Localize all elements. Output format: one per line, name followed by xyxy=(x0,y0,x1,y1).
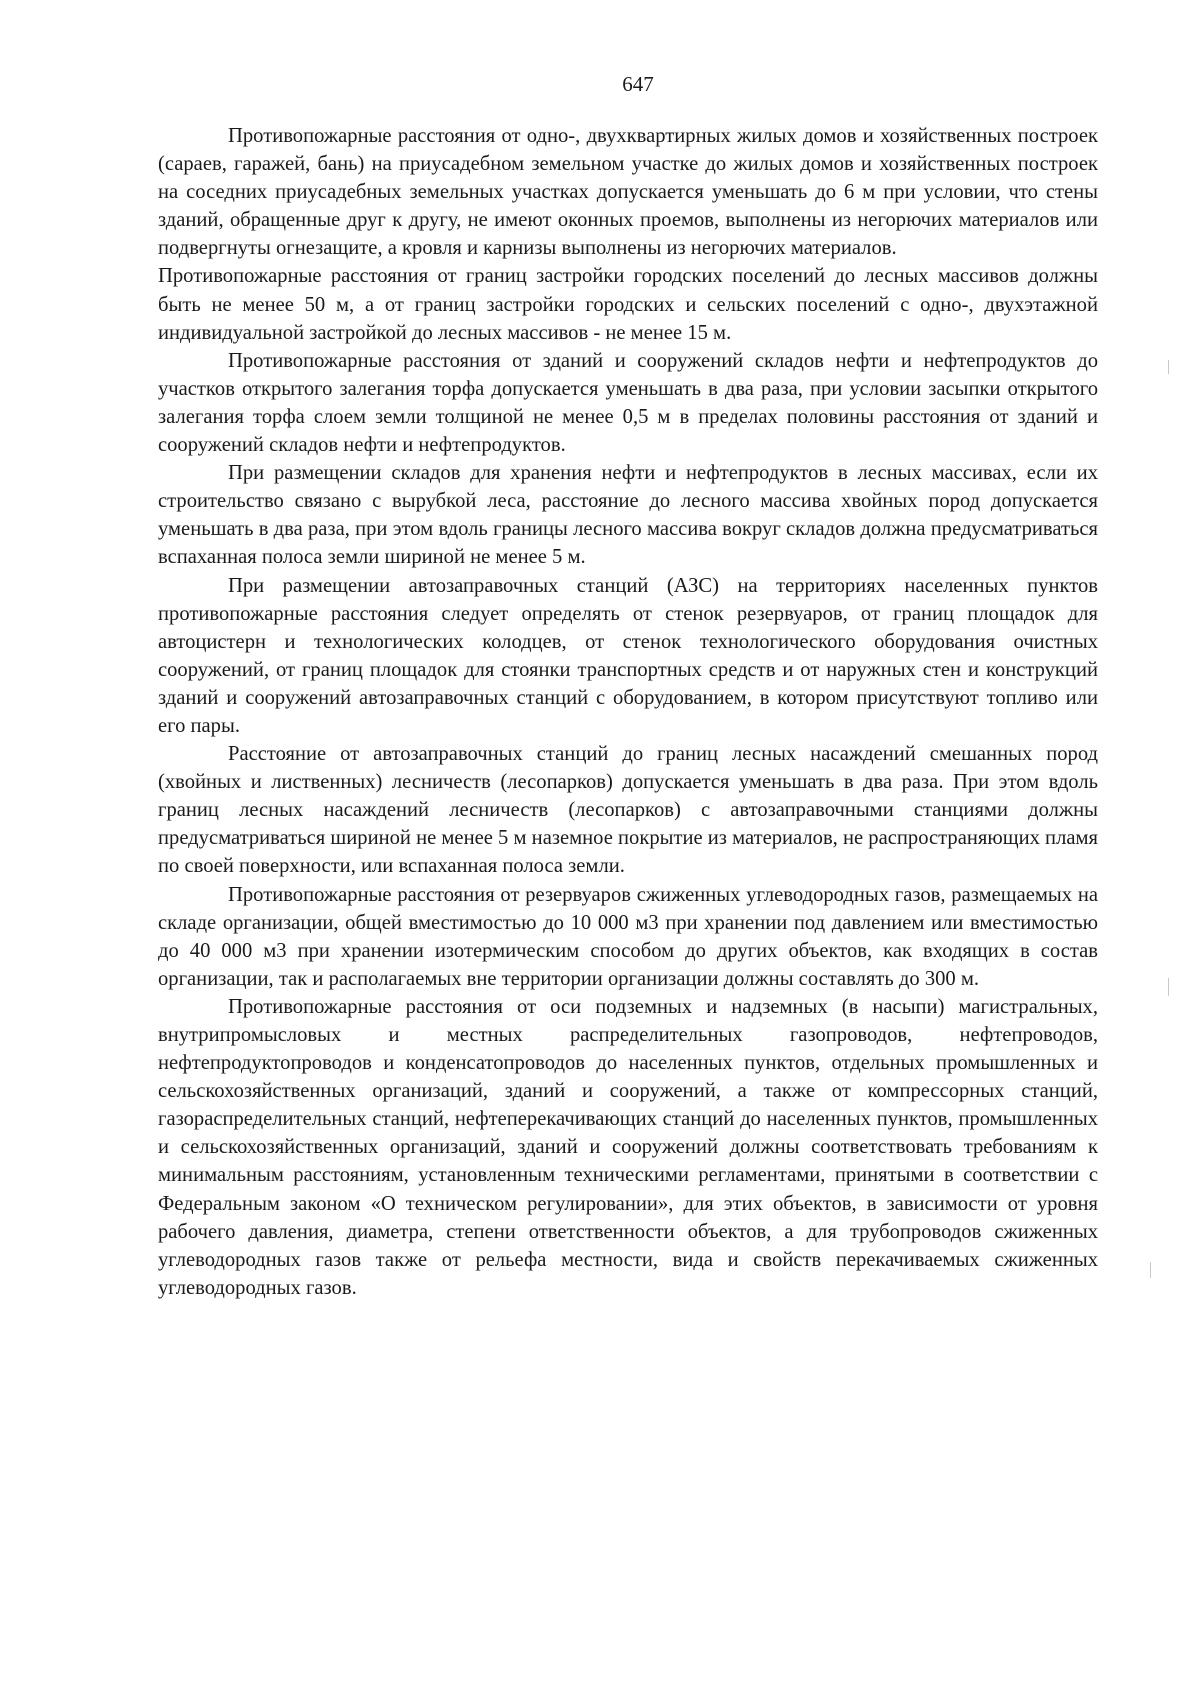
paragraph: Противопожарные расстояния от резервуаров сжиженных углеводородных газов, размещаемых на складе организации, общей вместимостью до 10 000 м3 при хранении под давлением или вместимостью до 40 000 м3 при хранении изотермическим способом до других объектов, как входящих в состав организации, так и располагаемых вне территории организации должны составлять до 300 м. xyxy=(158,883,1098,990)
paragraph: Противопожарные расстояния от границ застройки городских поселений до лесных массивов должны быть не менее 50 м, а от границ застройки городских и сельских поселений с одно-, двухэтажной индивидуальной застройкой до лесных массивов - не менее 15 м. xyxy=(158,265,1098,344)
paragraph: Противопожарные расстояния от зданий и сооружений складов нефти и нефтепродуктов до участков открытого залегания торфа допускается уменьшать в два раза, при условии засыпки открытого залегания торфа слоем земли толщиной не менее 0,5 м в пределах половины расстояния от зданий и сооружений складов нефти и нефтепродуктов. xyxy=(158,349,1098,457)
paragraph: Противопожарные расстояния от оси подземных и надземных (в насыпи) магистральных, внутрипромысловых и местных распределительных газопроводов, нефтепроводов, нефтепродуктопроводов и конденсатопроводов до населенных пунктов, отдельных промышленных и сельскохозяйственных организаций, зданий и сооружений, а также от компрессорных станций, газораспределительных станций, нефтеперекачивающих станций до населенных пунктов, промышленных и сельскохозяйственных организаций, зданий и сооружений должны соответствовать требованиям к минимальным расстояниям, установленным техническими регламентами, принятыми в соответствии с Федеральным законом «О техническом регулировании», для этих объектов, в зависимости от уровня рабочего давления, диаметра, степени ответственности объектов, а для трубопроводов сжиженных углеводородных газов также от рельефа местности, вида и свойств перекачиваемых сжиженных углеводородных газов. xyxy=(158,995,1098,1299)
paragraph: При размещении автозаправочных станций (АЗС) на территориях населенных пунктов противопожарные расстояния следует определять от стенок резервуаров, от границ площадок для автоцистерн и технологических колодцев, от стенок технологического оборудования очистных сооружений, от границ площадок для стоянки транспортных средств и от наружных стен и конструкций зданий и сооружений автозаправочных станций с оборудованием, в котором присутствуют топливо или его пары. xyxy=(158,574,1098,737)
scan-artifact xyxy=(1168,360,1169,374)
scan-artifact xyxy=(1150,1262,1151,1278)
page-number: 647 xyxy=(622,72,654,96)
document-body xyxy=(158,122,1098,1302)
scan-artifact xyxy=(1168,978,1169,996)
paragraph: При размещении складов для хранения нефти и нефтепродуктов в лесных массивах, если их строительство связано с вырубкой леса, расстояние до лесного массива хвойных пород допускается уменьшать в два раза, при этом вдоль границы лесного массива вокруг складов должна предусматриваться вспаханная полоса земли шириной не менее 5 м. xyxy=(158,462,1098,569)
paragraph: Расстояние от автозаправочных станций до границ лесных насаждений смешанных пород (хвойных и лиственных) лесничеств (лесопарков) допускается уменьшать в два раза. При этом вдоль границ лесных насаждений лесничеств (лесопарков) с автозаправочными станциями должны предусматриваться шириной не менее 5 м наземное покрытие из материалов, не распространяющих пламя по своей поверхности, или вспаханная полоса земли. xyxy=(158,743,1098,878)
paragraph: Противопожарные расстояния от одно-, двухквартирных жилых домов и хозяйственных построек (сараев, гаражей, бань) на приусадебном земельном участке до жилых домов и хозяйственных построек на соседних приусадебных земельных участках допускается уменьшать до 6 м при условии, что стены зданий, обращенные друг к другу, не имеют оконных проемов, выполнены из негорючих материалов или подвергнуты огнезащите, а кровля и карнизы выполнены из негорючих материалов. xyxy=(158,125,1098,260)
